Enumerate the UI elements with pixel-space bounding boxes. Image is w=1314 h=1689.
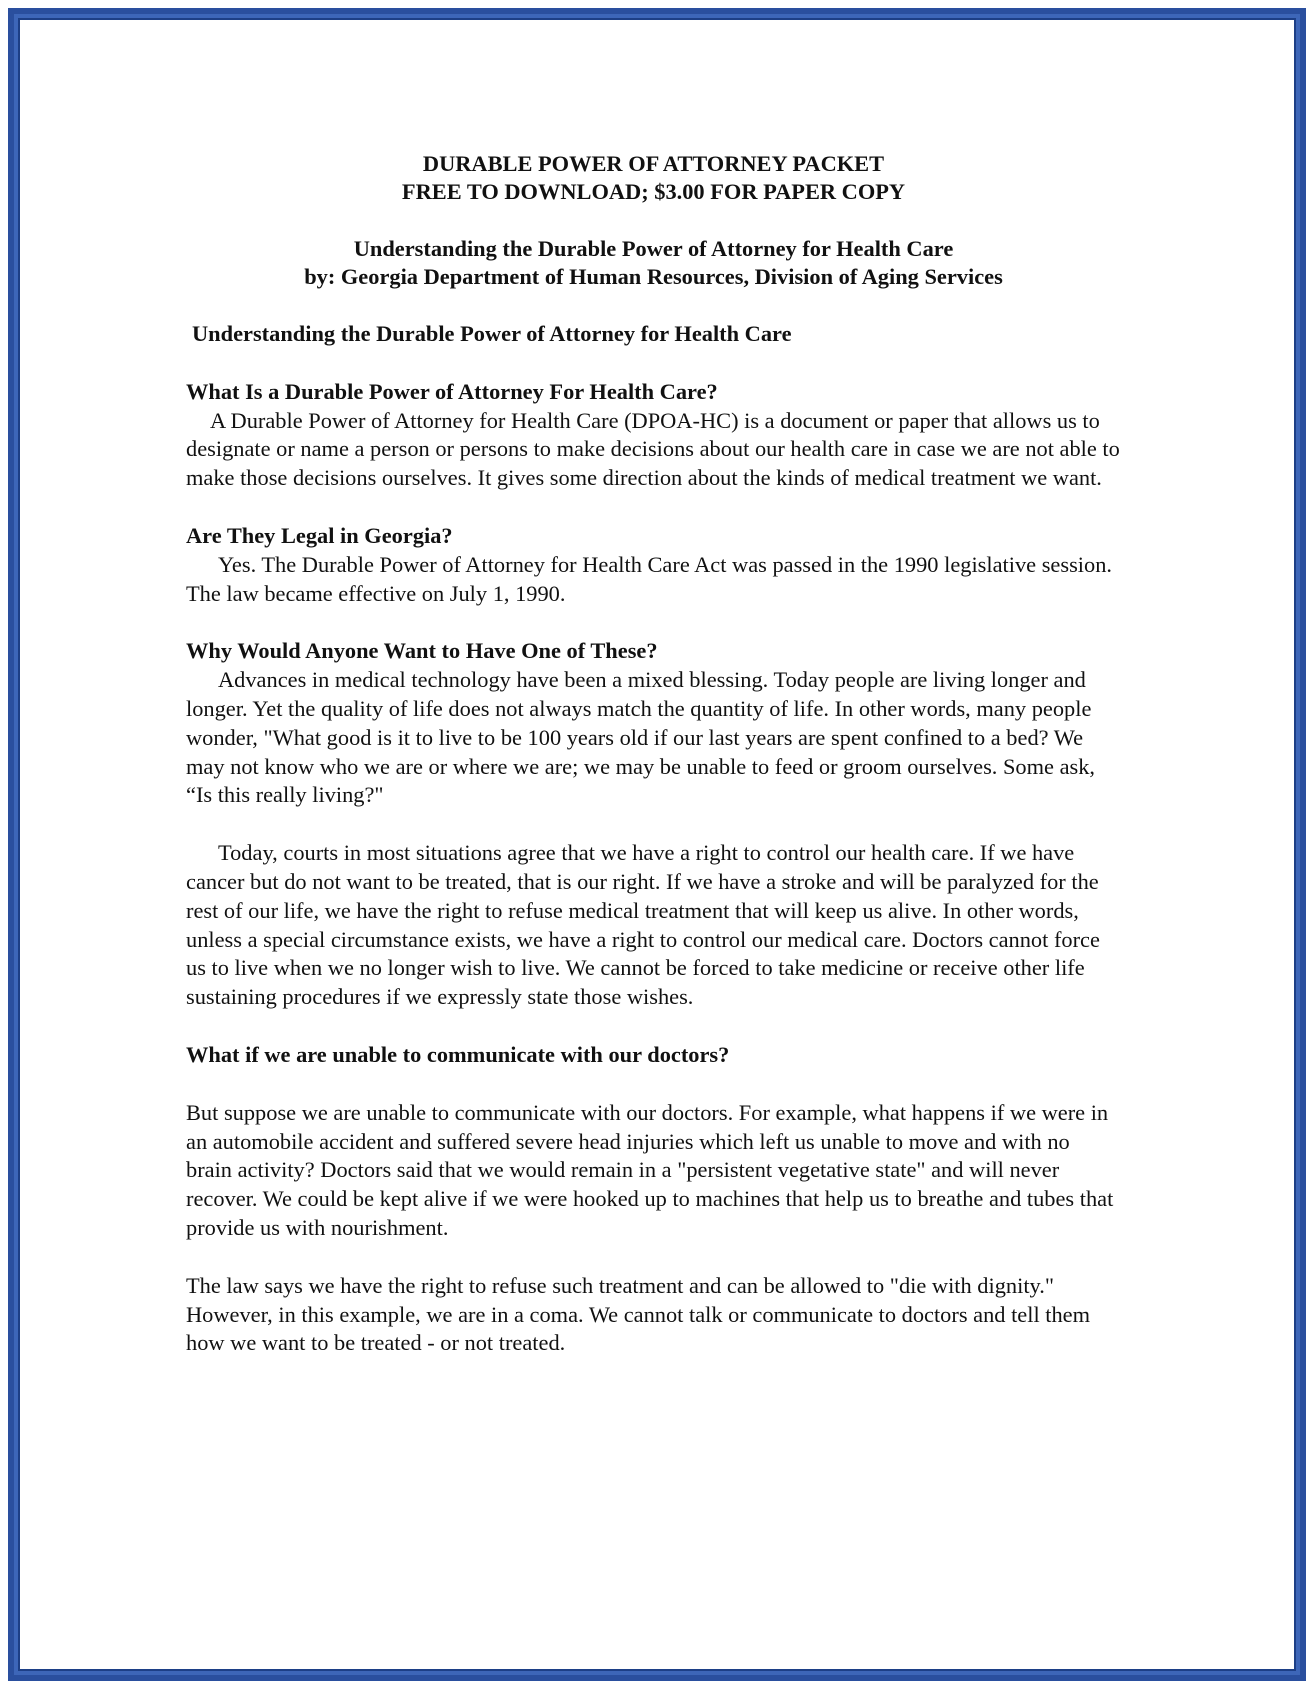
subtitle-block — [186, 235, 1121, 291]
section-heading-why: Why Would Anyone Want to Have One of These? — [186, 638, 658, 664]
section-heading-legal: Are They Legal in Georgia? — [186, 522, 453, 548]
paragraph-why-2: Today, courts in most situations agree that we have a right to control our health care. If we have cancer but do not want to be treated, that is our right. If we have a stroke and will be paralyzed for the rest of our life, we have the right to refuse medical treatment that will keep us alive. In other words, unless a special circumstance exists, we have a right to control our medical care. Doctors cannot force us to live when we no longer wish to live. We cannot be forced to take medicine or receive other life sustaining procedures if we expressly state those wishes. — [186, 840, 1100, 1010]
paragraph-why-1: Advances in medical technology have been a mixed blessing. Today people are living longer and longer. Yet the quality of life does not always match the quantity of life. In other words, many people wonder, "What good is it to live to be 100 years old if our last years are spent confined to a bed? We may not know who we are or where we are; we may be unable to feed or groom ourselves. Some ask, “Is this really living?" — [186, 667, 1096, 808]
paragraph-communicate-1: But suppose we are unable to communicate with our doctors. For example, what happens if we were in an automobile accident and suffered severe head injuries which left us unable to move and with no brain activity? Doctors said that we would remain in a "persistent vegetative state" and will never recover. We could be kept alive if we were hooked up to machines that help us to breathe and tubes that provide us with nourishment. — [186, 1099, 1114, 1240]
document-page — [186, 150, 1121, 1358]
paragraph-legal: Yes. The Durable Power of Attorney for Health Care Act was passed in the 1990 legislative session. The law became effective on July 1, 1990. — [186, 551, 1113, 606]
section-legal-georgia — [186, 522, 1121, 608]
document-price-line: FREE TO DOWNLOAD; $3.00 FOR PAPER COPY — [401, 179, 906, 204]
paragraph-communicate-2: The law says we have the right to refuse such treatment and can be allowed to "die with dignity." However, in this example, we are in a coma. We cannot talk or communicate to doctors and tell them how we want to be treated - or not treated. — [186, 1272, 1091, 1356]
section-heading-what-is: What Is a Durable Power of Attorney For Health Care? — [186, 378, 718, 404]
section-unable-communicate — [186, 1041, 1121, 1358]
section-heading-communicate: What if we are unable to communicate with our doctors? — [186, 1041, 730, 1067]
section-heading: Understanding the Durable Power of Attorney for Health Care — [192, 321, 792, 346]
document-author: by: Georgia Department of Human Resources, Division of Aging Services — [304, 264, 1003, 289]
section-why — [186, 637, 1121, 1012]
document-title: DURABLE POWER OF ATTORNEY PACKET — [422, 151, 885, 176]
paragraph-what-is: A Durable Power of Attorney for Health Care (DPOA-HC) is a document or paper that allows us to designate or name a person or persons to make decisions about our health care in case we are not able to make those decisions ourselves. It gives some direction about the kinds of medical treatment we want. — [186, 407, 1120, 491]
section-what-is — [186, 378, 1121, 493]
title-block — [186, 150, 1121, 206]
document-subtitle: Understanding the Durable Power of Attorney for Health Care — [353, 236, 954, 261]
